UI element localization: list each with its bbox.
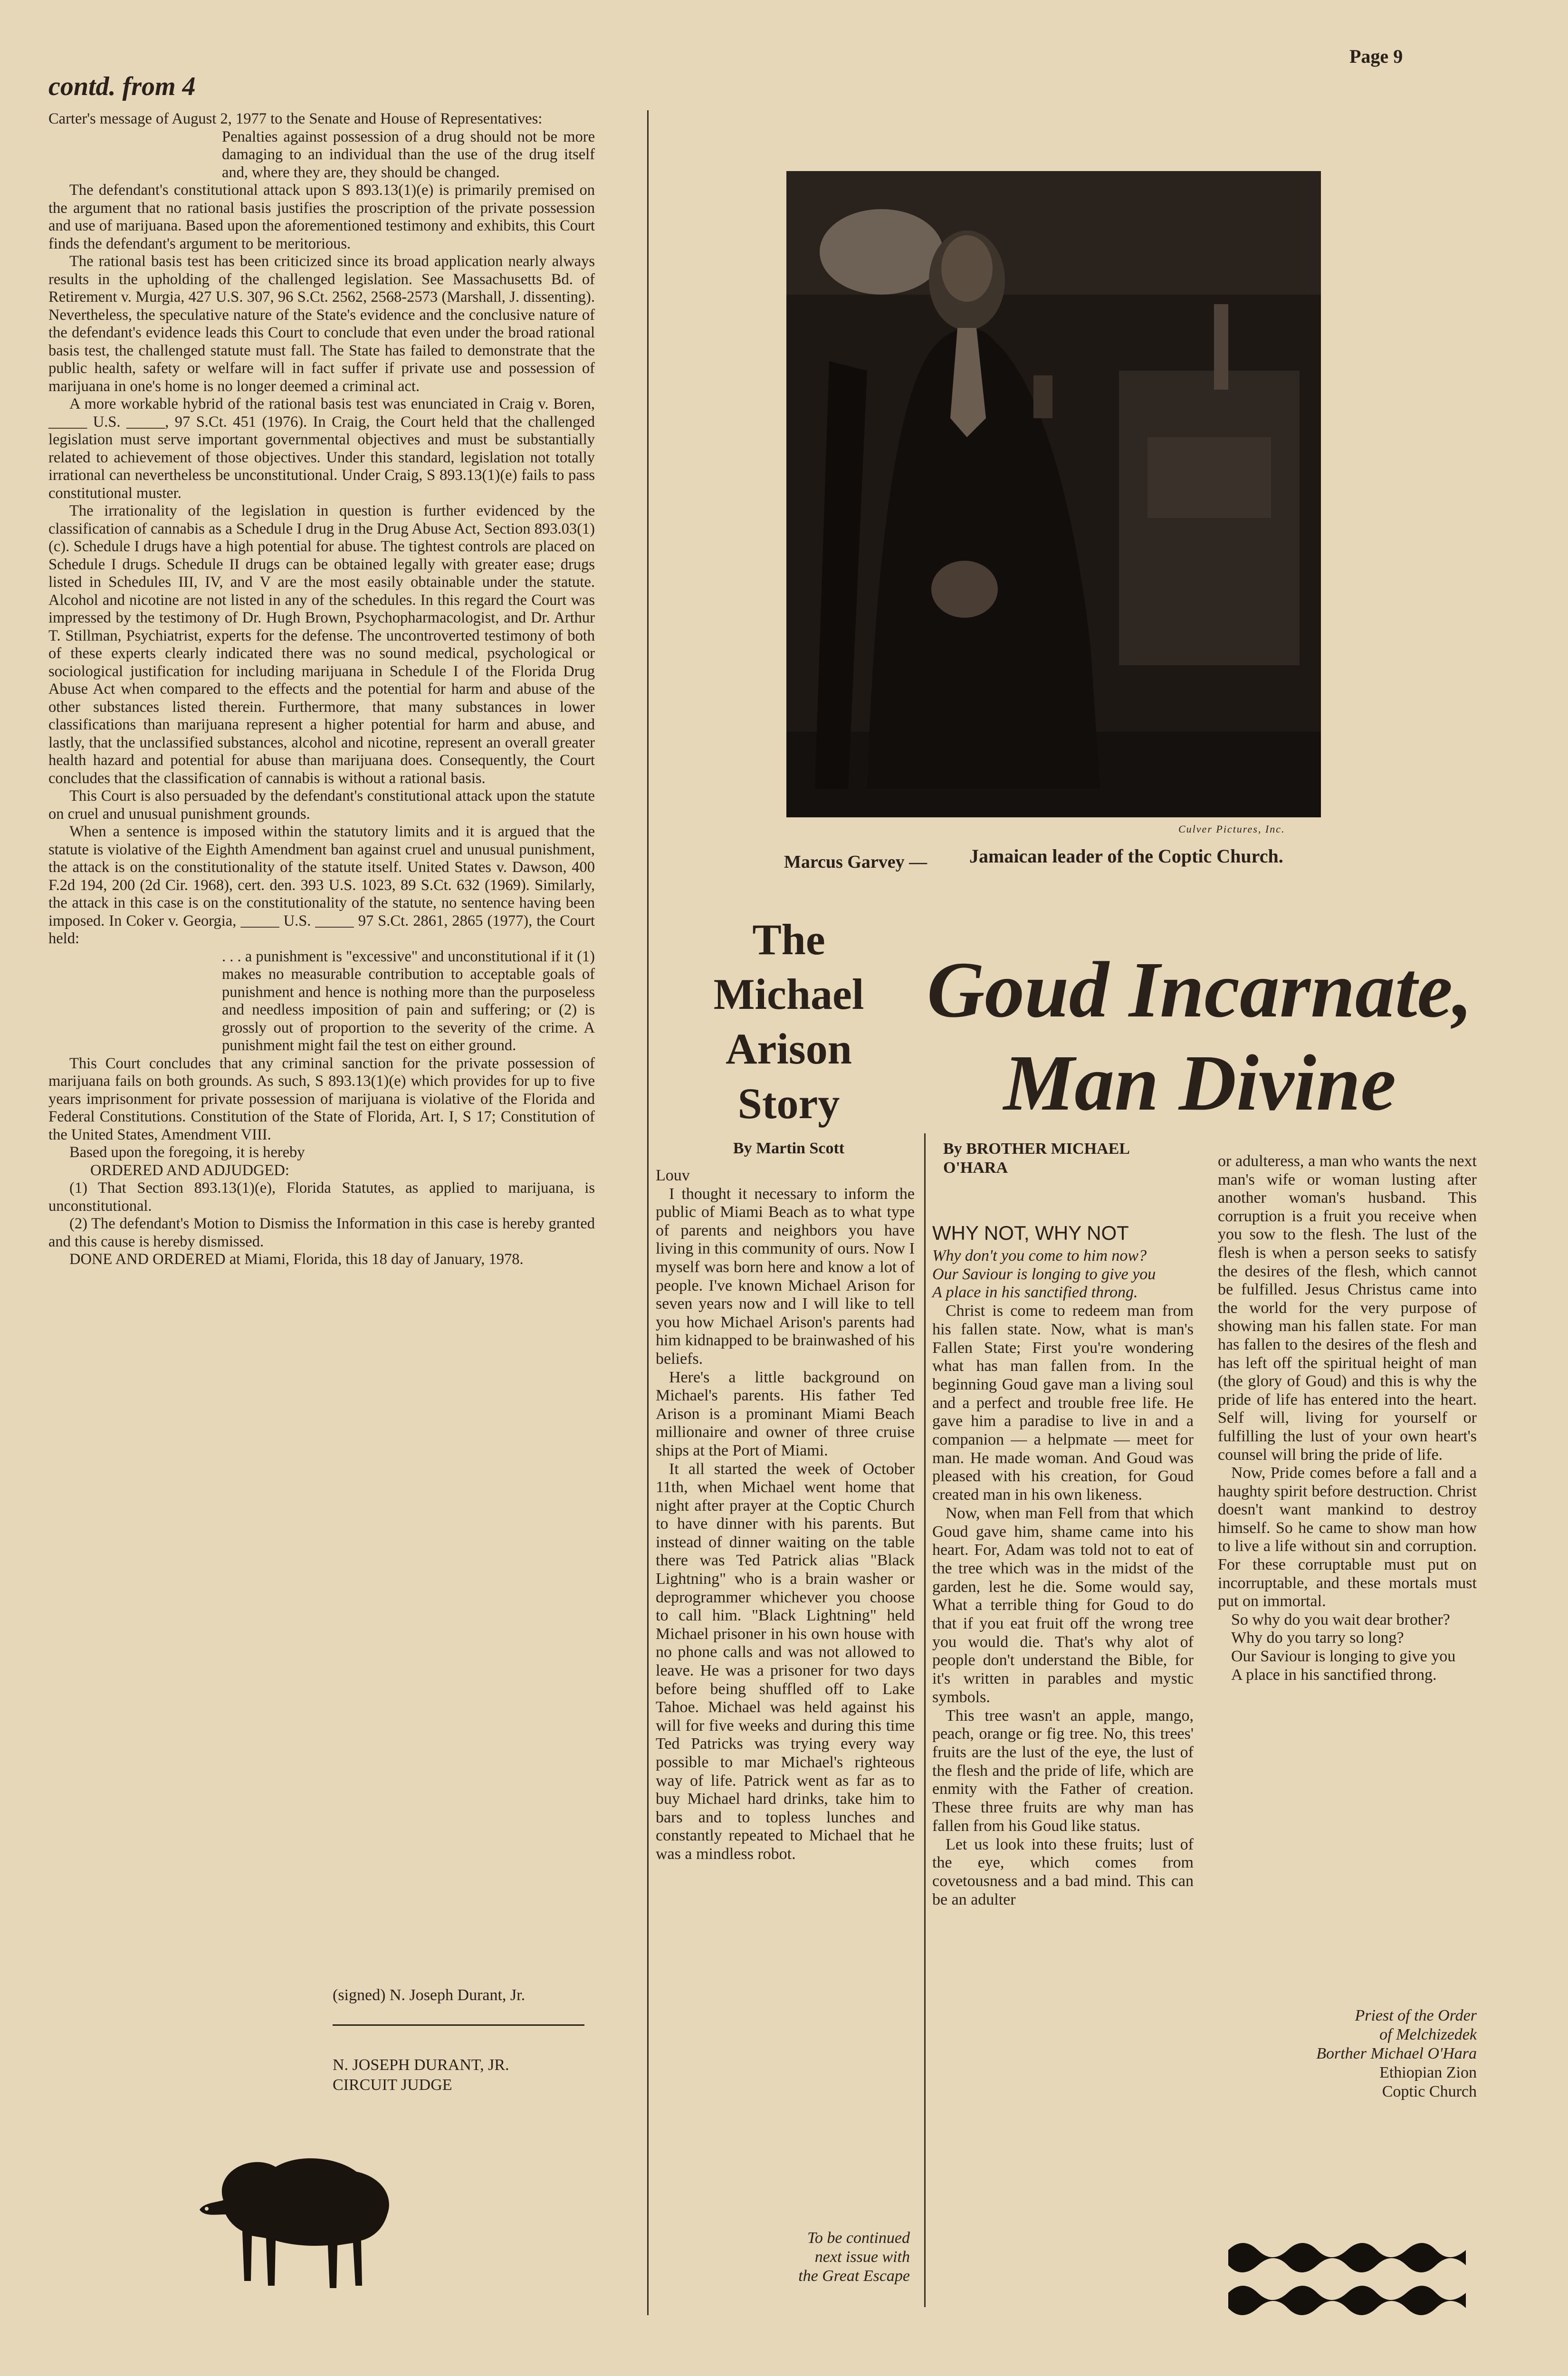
story-paragraph: Christ is come to redeem man from his fallen state. Now, what is man's Fallen State; First you're wondering what has man fallen from. In the beginning Goud gave man a living soul and a perfect and trouble free life. He gave him a paradise to live in and a companion — a helpmate — meet for man. He made woman. And Goud was pleased with his creation, for Goud created man in his own likeness. bbox=[932, 1302, 1194, 1504]
legal-paragraph: The rational basis test has been criticized since its broad application nearly always results in the upholding of the challenged legislation. See Massachusetts Bd. of Retirement v. Murgia, 427 U.S. 307, 96 S.Ct. 2562, 2568-2573 (Marshall, J. dissenting). Nevertheless, the speculative nature of the State's evidence and the conclusive nature of the defendant's evidence leads this Court to conclude that even under the broad rational basis test, the challenged statute must fall. The State has failed to demonstrate that the public health, safety or welfare will in fact suffer if private use and possession of marijuana in one's home is no longer deemed a criminal act. bbox=[48, 253, 595, 395]
marcus-garvey-photo bbox=[786, 171, 1321, 817]
continued-line: To be continued bbox=[807, 2229, 910, 2247]
photo-caption-name: Marcus Garvey — bbox=[784, 852, 927, 872]
story-paragraph: Now, when man Fell from that which Goud gave him, shame came into his heart. For, Adam was told not to eat of the tree which was in the midst of the garden, lest he die. Some would say, What a terrible thing for Goud to do that if you eat fruit off the wrong tree you would die. That's why alot of people don't understand the Bible, for it's written in parables and mystic symbols. bbox=[932, 1504, 1194, 1706]
poem-line: Our Saviour is longing to give you bbox=[932, 1265, 1156, 1283]
legal-quote: . . . a punishment is "excessive" and unconstitutional if it (1) makes no measurable contribution to acceptable goals of punishment and hence is nothing more than the purposeless and needless imposition of pain and suffering; or (2) is grossly out of proportion to the severity of the crime. A punishment might fail the test on either ground. bbox=[222, 948, 595, 1054]
signature-line: Borther Michael O'Hara bbox=[1316, 2045, 1477, 2062]
photo-credit: Culver Pictures, Inc. bbox=[1178, 823, 1285, 835]
goud-story-column-2 bbox=[1218, 1152, 1477, 1684]
story-paragraph: So why do you wait dear brother? bbox=[1231, 1610, 1450, 1629]
byline-line: By BROTHER MICHAEL bbox=[943, 1140, 1130, 1158]
signature-rule bbox=[333, 2024, 584, 2026]
story-paragraph: Now, Pride comes before a fall and a haughty spirit before destruction. Christ doesn't want mankind to destroy himself. So he came to show man how to live a life without sin and corruption. For these corruptable must put on incorruptable, and these mortals must put on immortal. bbox=[1218, 1464, 1477, 1610]
legal-paragraph: This Court concludes that any criminal sanction for the private possession of marijuana fails on both grounds. As such, S 893.13(1)(e) which provides for up to five years imprisonment for private possession of marijuana is violative of the Florida and Federal Constitutions. Constitution of the State of Florida, Art. I, S 17; Constitution of the United States, Amendment VIII. bbox=[48, 1054, 595, 1143]
judge-title: CIRCUIT JUDGE bbox=[333, 2076, 452, 2094]
signature-line: Priest of the Order bbox=[1355, 2007, 1477, 2024]
signed-line: (signed) N. Joseph Durant, Jr. bbox=[333, 1986, 526, 2004]
continued-from-label: contd. from 4 bbox=[48, 72, 196, 101]
story-paragraph: Our Saviour is longing to give you bbox=[1231, 1648, 1456, 1666]
legal-quote: Penalties against possession of a drug should not be more damaging to an individual than the use of the drug itself and, where they are, they should be changed. bbox=[222, 128, 595, 181]
legal-paragraph: The irrationality of the legislation in question is further evidenced by the classification of cannabis as a Schedule I drug in the Drug Abuse Act, Section 893.03(1)(c). Schedule I drugs have a high potential for abuse. The tightest controls are placed on Schedule I drugs. Schedule II drugs can be obtained legally with greater ease; drugs listed in Schedules III, IV, and V are the most easily obtainable under the statute. Alcohol and nicotine are not listed in any of the schedules. In this regard the Court was impressed by the testimony of Dr. Hugh Brown, Psychopharmacologist, and Dr. Arthur T. Stillman, Psychiatrist, experts for the defense. The uncontroverted testimony of both of these experts clearly indicated there was no sound medical, psychological or sociological justification for including marijuana in Schedule I of the Florida Drug Abuse Act when compared to the effects and the potential for harm and abuse of the other substances listed therein. Furthermore, that many substances in lower classifications than marijuana represent a higher potential for harm and abuse, and lastly, that the unclassified substances, alcohol and nicotine, represent an overall greater health hazard and potential for abuse than marijuana does. Consequently, the Court concludes that the classification of cannabis is without a rational basis. bbox=[48, 502, 595, 787]
legal-order-heading: ORDERED AND ADJUDGED: bbox=[90, 1161, 289, 1179]
legal-opinion-column bbox=[48, 110, 595, 1269]
goud-incarnate-headline bbox=[927, 943, 1473, 1130]
column-rule bbox=[647, 110, 649, 2315]
legal-paragraph: (1) That Section 893.13(1)(e), Florida Statutes, as applied to marijuana, is unconstitutional. bbox=[48, 1179, 595, 1215]
poem-line: A place in his sanctified throng. bbox=[932, 1284, 1138, 1302]
byline-line: O'HARA bbox=[943, 1159, 1008, 1177]
judge-name: N. JOSEPH DURANT, JR. bbox=[333, 2056, 509, 2074]
story-paragraph: Louv bbox=[656, 1167, 690, 1184]
legal-paragraph: This Court is also persuaded by the defendant's constitutional attack upon the statute on cruel and unusual punishment grounds. bbox=[48, 787, 595, 823]
legal-paragraph: A more workable hybrid of the rational basis test was enunciated in Craig v. Boren, _____ U.S. _____, 97 S.Ct. 451 (1976). In Craig, the Court held that the challenged legislation must serve important governmental objectives and must be substantially related to achievement of those objectives. Under this standard, legislation not totally irrational can nevertheless be unconstitutional. Under Craig, S 893.13(1)(e) fails to pass constitutional muster. bbox=[48, 395, 595, 502]
wave-ornament bbox=[1228, 2236, 1466, 2331]
legal-paragraph: (2) The defendant's Motion to Dismiss the Information in this case is hereby granted and this cause is hereby dismissed. bbox=[48, 1215, 595, 1250]
continued-line: next issue with bbox=[814, 2248, 910, 2266]
story-paragraph: It all started the week of October 11th, when Michael went home that night after prayer at the Coptic Church to have dinner with his parents. But instead of dinner waiting on the table there was Ted Patrick alias "Black Lightning" who is a brain washer or deprogrammer whichever you choose to call him. "Black Lightning" held Michael prisoner in his own house with no phone calls and was not allowed to leave. He was a prisoner for two days before being shuffled off to Lake Tahoe. Michael was held against his will for five weeks and during this time Ted Patricks was trying every way possible to mar Michael's righteous way of life. Patrick went as far as to buy Michael hard drinks, take him to bars and to topless lunches and constantly repeated to Michael that he was a mindless robot. bbox=[656, 1460, 915, 1863]
legal-paragraph: When a sentence is imposed within the statutory limits and it is argued that the statute is violative of the Eighth Amendment ban against cruel and unusual punishment, the attack is on the constitutionality of the statute itself. United States v. Dawson, 400 F.2d 194, 200 (2d Cir. 1968), cert. den. 393 U.S. 1023, 89 S.Ct. 632 (1969). Similarly, the attack in this case is on the constitutionality of the statute, no sentence having been imposed. In Coker v. Georgia, _____ U.S. _____ 97 S.Ct. 2861, 2865 (1977), the Court held: bbox=[48, 823, 595, 947]
arison-story-headline bbox=[675, 912, 903, 1131]
story-paragraph: Here's a little background on Michael's parents. His father Ted Arison is a prominant Miami Beach millionaire and owner of three cruise ships at the Port of Miami. bbox=[656, 1368, 915, 1459]
legal-paragraph: DONE AND ORDERED at Miami, Florida, this 18 day of January, 1978. bbox=[69, 1251, 524, 1268]
legal-paragraph: Based upon the foregoing, it is hereby bbox=[69, 1144, 305, 1161]
judge-block bbox=[333, 2055, 509, 2095]
section-heading: WHY NOT, WHY NOT bbox=[932, 1222, 1129, 1244]
photo-caption-text: Jamaican leader of the Coptic Church. bbox=[969, 845, 1283, 867]
arison-byline: By Martin Scott bbox=[733, 1140, 845, 1157]
continued-line: the Great Escape bbox=[798, 2267, 910, 2285]
story-paragraph: This tree wasn't an apple, mango, peach, orange or fig tree. No, this trees' fruits are the lust of the eye, the lust of the flesh and the pride of life, which are enmity with the Father of creation. These three fruits are why man has fallen from his Goud like status. bbox=[932, 1706, 1194, 1835]
sheep-illustration bbox=[195, 2143, 404, 2300]
headline-line: Story bbox=[737, 1079, 840, 1128]
goud-story-column-1 bbox=[932, 1221, 1194, 1909]
headline-line: Goud Incarnate, bbox=[927, 946, 1473, 1034]
headline-line: Arison bbox=[726, 1025, 852, 1073]
story-paragraph: A place in his sanctified throng. bbox=[1231, 1666, 1437, 1684]
arison-story-body bbox=[656, 1167, 915, 1864]
legal-paragraph: Carter's message of August 2, 1977 to the Senate and House of Representatives: bbox=[48, 110, 543, 127]
poem-line: Why don't you come to him now? bbox=[932, 1247, 1147, 1265]
to-be-continued-note bbox=[755, 2229, 910, 2286]
signature-line: Coptic Church bbox=[1382, 2083, 1477, 2100]
goud-byline bbox=[943, 1140, 1209, 1178]
story-paragraph: I thought it necessary to inform the public of Miami Beach as to what type of parents and neighbors you have living in this community of ours. Now I myself was born here and know a lot of people. I've known Michael Arison for seven years now and I will like to tell you how Michael Arison's parents had him kidnapped to be brainwashed of his beliefs. bbox=[656, 1185, 915, 1368]
author-signature bbox=[1218, 2006, 1477, 2101]
headline-line: Michael bbox=[713, 970, 864, 1018]
story-paragraph: or adulteress, a man who wants the next man's wife or woman lusting after another woman's husband. This corruption is a fruit you receive when you sow to the flesh. The lust of the flesh is when a person seeks to satisfy the desires of the flesh, which cannot be fulfilled. Jesus Christus came into the world for the very purpose of showing man his fallen state. For man has fallen to the desires of the flesh and has left off the spiritual height of man (the glory of Goud) and this is why the pride of life has entered into the heart. Self will, living for yourself or fulfilling the lust of your own heart's counsel will bring the pride of life. bbox=[1218, 1152, 1477, 1464]
headline-line: Man Divine bbox=[1003, 1039, 1396, 1127]
signature-line: Ethiopian Zion bbox=[1379, 2064, 1477, 2081]
column-rule bbox=[924, 1133, 926, 2307]
story-paragraph: Let us look into these fruits; lust of the eye, which comes from covetousness and a bad mind. This can be an adulter bbox=[932, 1835, 1194, 1908]
headline-line: The bbox=[752, 915, 825, 964]
story-paragraph: Why do you tarry so long? bbox=[1231, 1629, 1404, 1647]
signature-line: of Melchizedek bbox=[1379, 2026, 1477, 2043]
page-number: Page 9 bbox=[1349, 46, 1403, 67]
legal-paragraph: The defendant's constitutional attack upon S 893.13(1)(e) is primarily premised on the argument that no rational basis justifies the proscription of the private possession and use of marijuana. Based upon the aforementioned testimony and exhibits, this Court finds the defendant's argument to be meritorious. bbox=[48, 182, 595, 252]
